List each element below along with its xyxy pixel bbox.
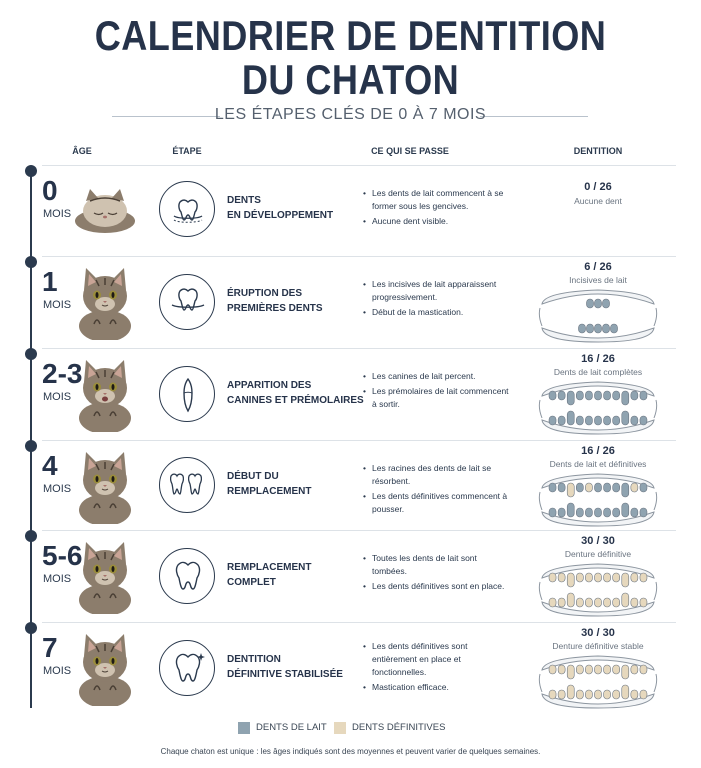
jaw-diagram [536, 472, 660, 533]
age-unit: MOIS [43, 299, 72, 311]
bullet-item: • Mastication efficace. [363, 681, 513, 694]
step-label-line2: REMPLACEMENT [227, 486, 312, 497]
step-label-line2: PREMIÈRES DENTS [227, 303, 323, 314]
stage-bullets [363, 640, 513, 696]
footer-note: Chaque chaton est unique : les âges indiqués sont des moyennes et peuvent varier de quelques semaines. [160, 747, 541, 756]
kitten-photo [70, 450, 140, 529]
stage-bullets [363, 278, 513, 321]
page-subtitle: LES ÉTAPES CLÉS DE 0 À 7 MOIS [214, 106, 487, 123]
page-title-line2: DU CHATON [241, 56, 460, 103]
age-value: 1 [42, 266, 58, 297]
bullet-item: • Les incisives de lait apparaissent progressivement. [363, 278, 513, 304]
column-header-age: ÂGE [72, 146, 92, 156]
column-header-what: CE QUI SE PASSE [371, 146, 449, 156]
dentition-note: Dents de lait complètes [553, 367, 643, 377]
bullet-item: • Toutes les dents de lait sont tombées. [363, 552, 513, 578]
age-unit: MOIS [43, 665, 72, 677]
stage-bullets [363, 370, 513, 413]
jaw-diagram [536, 380, 660, 441]
tooth-count: 0 / 26 [584, 181, 612, 193]
dentition-note: Dents de lait et définitives [549, 459, 647, 469]
kitten-photo [70, 187, 140, 240]
jaw-diagram [536, 288, 660, 349]
age-value: 2-3 [42, 358, 83, 389]
step-icon-circle [159, 548, 215, 604]
bullet-item: • Les racines des dents de lait se résorbent. [363, 462, 513, 488]
bullet-item: • Les prémolaires de lait commencent à sortir. [363, 385, 513, 411]
kitten-photo [70, 358, 140, 437]
age-value: 0 [42, 175, 58, 206]
age-unit: MOIS [43, 573, 72, 585]
jaw-diagram [536, 654, 660, 715]
tooth-count: 30 / 30 [581, 535, 615, 547]
kitten-photo [70, 632, 140, 711]
bullet-item: • Début de la mastication. [363, 306, 513, 319]
page-title-line1: CALENDRIER DE DENTITION [94, 12, 607, 59]
step-icon-circle [159, 366, 215, 422]
tooth-count: 16 / 26 [581, 445, 615, 457]
subtitle-row [0, 106, 701, 126]
column-header-step: ÉTAPE [172, 146, 202, 156]
step-label-line1: DENTS [227, 195, 261, 206]
stage-bullets [363, 187, 513, 230]
step-label [227, 193, 333, 223]
age-value: 5-6 [42, 540, 83, 571]
step-label [227, 286, 323, 316]
step-icon-circle [159, 274, 215, 330]
dentition-note: Aucune dent [574, 196, 622, 206]
tooth-count: 16 / 26 [581, 353, 615, 365]
dentition-note: Denture définitive stable [552, 641, 644, 651]
stage-bullets [363, 462, 513, 518]
stage-row [0, 165, 701, 253]
column-header-dentition: DENTITION [573, 146, 623, 156]
step-icon-circle [159, 640, 215, 696]
age-unit: MOIS [43, 208, 72, 220]
tooth-count: 6 / 26 [584, 261, 612, 273]
legend-label-adult: DENTS DÉFINITIVES [352, 722, 446, 733]
step-label-line2: COMPLET [227, 577, 276, 588]
step-icon-circle [159, 457, 215, 513]
kitten-photo [70, 540, 140, 619]
jaw-diagram [536, 562, 660, 623]
legend-swatch-adult [334, 722, 346, 734]
age-unit: MOIS [43, 391, 72, 403]
dentition-note: Incisives de lait [569, 275, 627, 285]
dentition-note: Denture définitive [564, 549, 632, 559]
step-label [227, 469, 311, 499]
legend-swatch-milk [238, 722, 250, 734]
legend [0, 720, 701, 736]
step-label-line2: DÉFINITIVE STABILISÉE [227, 669, 343, 680]
step-label-line1: REMPLACEMENT [227, 562, 312, 573]
step-label [227, 560, 311, 590]
bullet-item: • Les dents de lait commencent à se former sous les gencives. [363, 187, 513, 213]
step-icon-circle [159, 181, 215, 237]
step-label-line1: DENTITION [227, 654, 281, 665]
step-label [227, 652, 343, 682]
step-label-line1: ÉRUPTION DES [227, 288, 303, 299]
stage-row [0, 622, 701, 714]
bullet-item: • Les dents définitives sont entièrement en place et fonctionnelles. [363, 640, 513, 679]
stage-row [0, 440, 701, 530]
tooth-count: 30 / 30 [581, 627, 615, 639]
age-unit: MOIS [43, 483, 72, 495]
kitten-photo [70, 266, 140, 345]
bullet-item: • Les canines de lait percent. [363, 370, 513, 383]
step-label-line1: APPARITION DES [227, 380, 312, 391]
stage-row [0, 348, 701, 440]
bullet-item: • Les dents définitives sont en place. [363, 580, 513, 593]
stage-row [0, 256, 701, 348]
step-label [227, 378, 364, 408]
step-label-line1: DÉBUT DU [227, 471, 279, 482]
legend-label-milk: DENTS DE LAIT [256, 722, 327, 733]
stage-bullets [363, 552, 513, 595]
age-value: 4 [42, 450, 58, 481]
step-label-line2: EN DÉVELOPPEMENT [227, 210, 334, 221]
step-label-line2: CANINES ET PRÉMOLAIRES [227, 395, 364, 406]
bullet-item: • Aucune dent visible. [363, 215, 513, 228]
stage-row [0, 530, 701, 622]
age-value: 7 [42, 632, 58, 663]
bullet-item: • Les dents définitives commencent à pousser. [363, 490, 513, 516]
